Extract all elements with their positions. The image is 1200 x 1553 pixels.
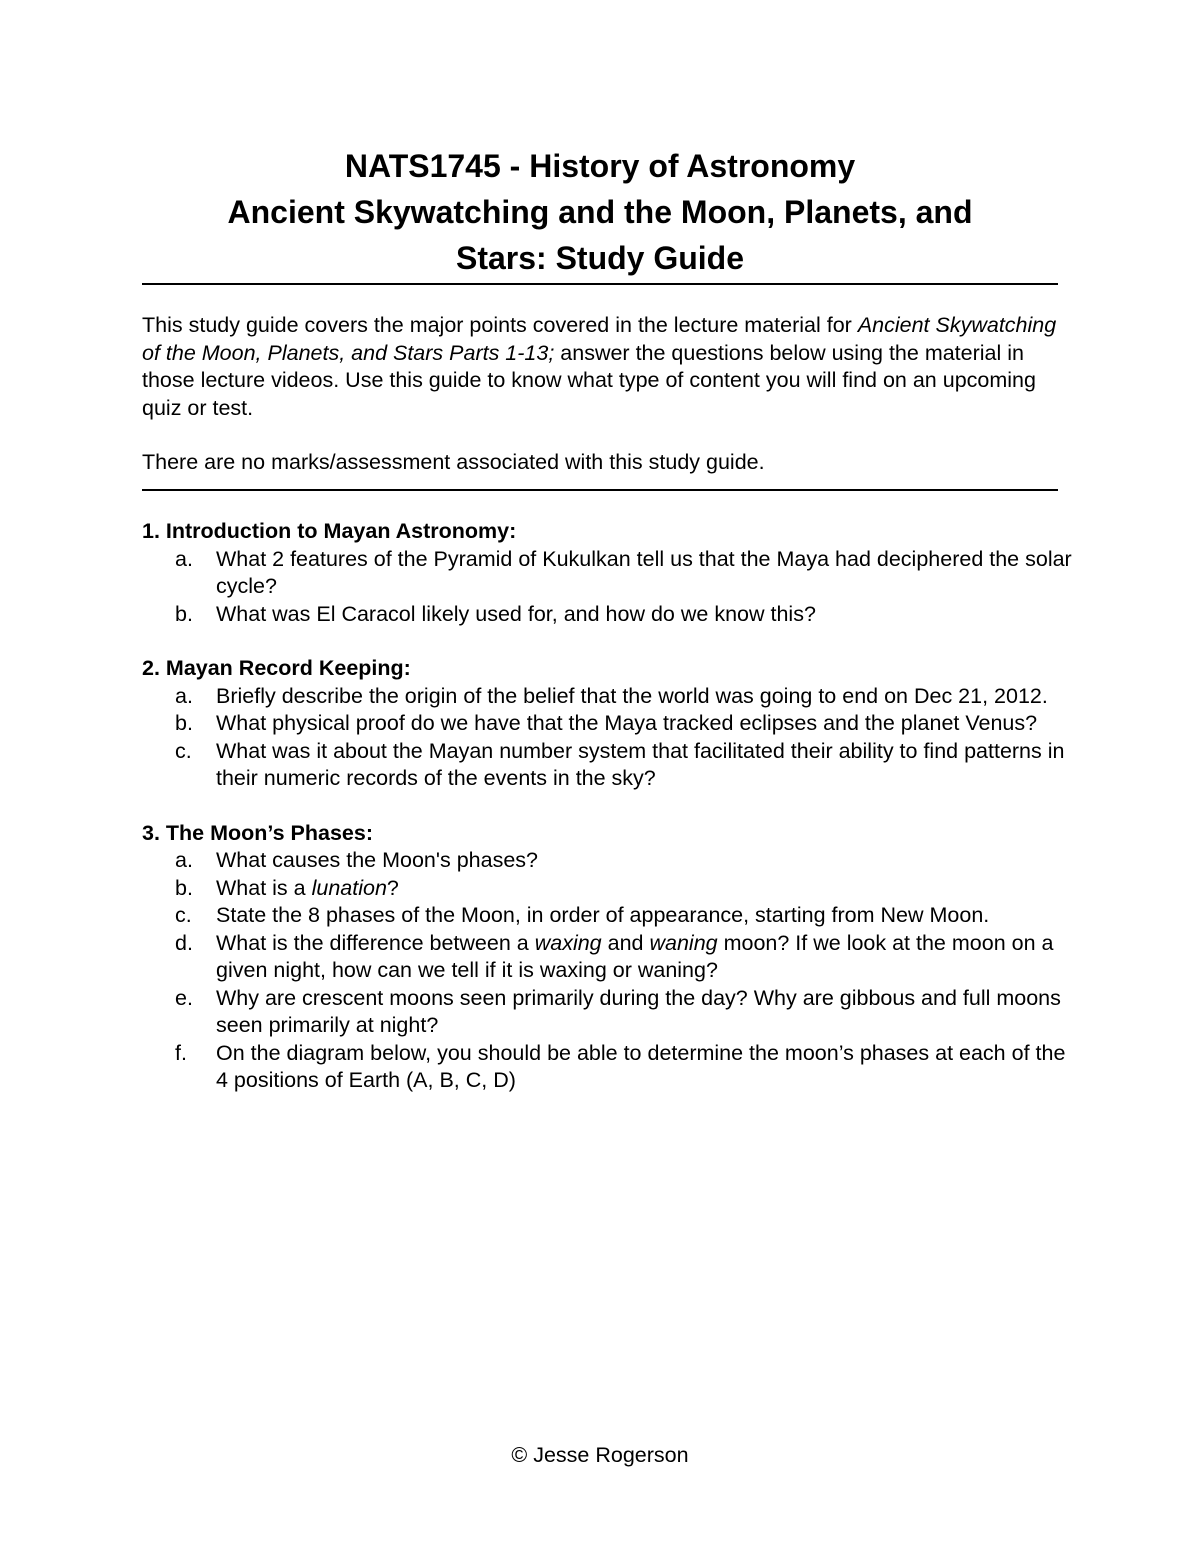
intro-text-2: answer the questions below using the material in those lecture videos. Use this guide to know what type of content you will find on an upcoming quiz or test. (142, 340, 1036, 420)
question-letter: d. (175, 930, 193, 955)
section-mayan-astronomy (142, 518, 1072, 628)
question-letter: b. (175, 875, 193, 900)
emphasized-term-waning: waning (649, 930, 718, 955)
question-item (142, 546, 1072, 601)
question-item (142, 1040, 1072, 1095)
section-heading: 3. The Moon’s Phases: (142, 820, 373, 845)
copyright-footer: © Jesse Rogerson (511, 1443, 689, 1467)
question-text-part: What is the difference between a (216, 930, 535, 955)
question-letter: a. (175, 683, 193, 708)
question-letter: e. (175, 985, 193, 1010)
section-heading: 1. Introduction to Mayan Astronomy: (142, 519, 517, 543)
emphasized-term-lunation: lunation (311, 875, 387, 900)
question-letter: b. (175, 711, 193, 735)
question-text: On the diagram below, you should be able to determine the moon’s phases at each of the 4 positions of Earth (A, B, C, D) (216, 1040, 1066, 1092)
section-mayan-record-keeping (142, 655, 1072, 793)
question-item (142, 902, 1072, 930)
question-text: What physical proof do we have that the Maya tracked eclipses and the planet Venus? (216, 711, 1038, 735)
title-line-1: NATS1745 - History of Astronomy (344, 148, 856, 184)
question-item (142, 875, 1072, 903)
question-text-part: ? (386, 875, 399, 900)
title-line-2: Ancient Skywatching and the Moon, Planets, and (227, 194, 973, 230)
question-text: State the 8 phases of the Moon, in order of appearance, starting from New Moon. (216, 903, 990, 927)
intro-italic-title: Ancient Skywatching of the Moon, Planets, and Stars Parts 1-13; (142, 313, 1057, 365)
question-text: What causes the Moon's phases? (216, 848, 539, 872)
question-text-part: and (601, 930, 650, 955)
question-letter: b. (175, 601, 193, 626)
question-letter: c. (175, 738, 192, 763)
question-sections (142, 518, 1072, 1122)
intro-text-1: This study guide covers the major points covered in the lecture material for (142, 313, 858, 337)
assessment-note: There are no marks/assessment associated with this study guide. (142, 450, 765, 474)
intro-block (142, 312, 1062, 477)
question-text: Briefly describe the origin of the belief that the world was going to end on Dec 21, 2012. (216, 683, 1048, 708)
question-item (142, 683, 1072, 711)
question-text (216, 931, 1053, 983)
question-item (142, 985, 1072, 1040)
question-text: What was El Caracol likely used for, and how do we know this? (216, 601, 816, 626)
question-text: What 2 features of the Pyramid of Kukulkan tell us that the Maya had deciphered the solar cycle? (216, 546, 1072, 598)
section-heading: 2. Mayan Record Keeping: (142, 656, 411, 680)
section-moon-phases (142, 820, 1072, 1095)
question-item (142, 601, 1072, 629)
emphasized-term-waxing: waxing (534, 930, 602, 955)
document-title (140, 143, 1060, 281)
question-text (216, 876, 399, 900)
question-item (142, 930, 1072, 985)
question-letter: c. (175, 903, 192, 927)
title-line-3: Stars: Study Guide (455, 240, 745, 276)
intro-paragraph (142, 312, 1062, 422)
divider-top (142, 283, 1058, 285)
question-item (142, 738, 1072, 793)
question-text: What was it about the Mayan number system that facilitated their ability to find patterns in their numeric records of the events in the sky? (216, 738, 1065, 790)
question-letter: a. (175, 848, 193, 872)
question-letter: a. (175, 546, 193, 571)
divider-bottom (142, 489, 1058, 491)
question-item (142, 710, 1072, 738)
question-text: Why are crescent moons seen primarily during the day? Why are gibbous and full moons seen primarily at night? (216, 985, 1061, 1037)
question-letter: f. (175, 1040, 187, 1065)
question-text-part: What is a (216, 875, 312, 900)
question-text-part: moon? If we look at the moon on a given night, how can we tell if it is waxing or waning? (216, 930, 1054, 982)
question-item (142, 847, 1072, 875)
